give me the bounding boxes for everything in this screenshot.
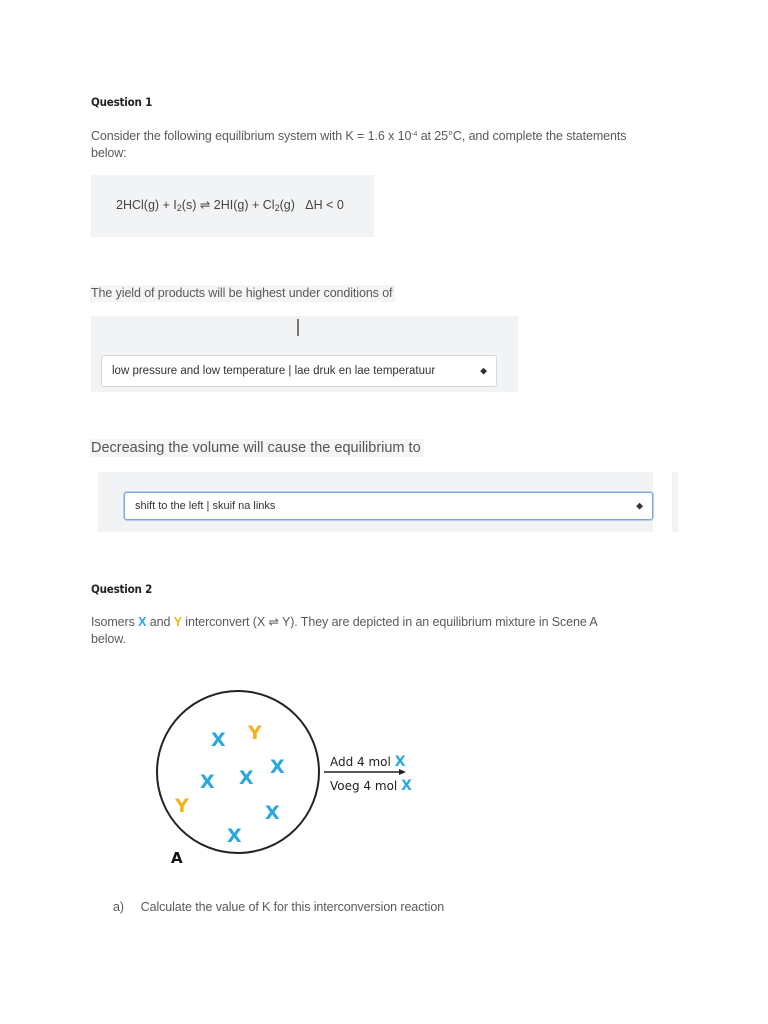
part-a [113, 899, 444, 916]
scene-label: A [171, 849, 183, 867]
select-1-container [91, 316, 518, 392]
equation-box [91, 175, 374, 237]
arrow-top-label: Add 4 mol X [330, 754, 406, 770]
chevron-up-down-icon: ◆ [480, 365, 487, 376]
particle-x: X [200, 771, 215, 793]
particle-x: X [265, 802, 280, 824]
volume-effect-select[interactable] [124, 492, 653, 520]
particle-y: Y [248, 722, 262, 744]
isomer-x-label: X [138, 615, 147, 629]
text-cursor-icon [297, 319, 299, 336]
question-2-title: Question 2 [91, 582, 153, 596]
particle-y: Y [175, 795, 189, 817]
question-1-intro [91, 126, 691, 162]
particle-x: X [239, 767, 254, 789]
question-2-intro-line2: below. [91, 632, 126, 646]
part-a-marker: a) [113, 900, 124, 914]
part-a-text: Calculate the value of K for this interconversion reaction [140, 900, 445, 914]
select-1-value: low pressure and low temperature | lae druk en lae temperatuur [112, 365, 436, 377]
k-exponent: -4 [411, 131, 418, 138]
scroll-edge [672, 472, 678, 532]
question-1-title: Question 1 [91, 95, 153, 109]
arrow-bottom-label: Voeg 4 mol X [330, 778, 412, 794]
statement-1-label: The yield of products will be highest under conditions of [90, 285, 395, 302]
equilibrium-equation: $2HCl(g) + I_2(s)$ ⇌ $2HI(g) + Cl_2(g) \Delta H < 0$ [116, 198, 344, 213]
intro-text-before-k: Consider the following equilibrium system with K = 1.6 x 10 [91, 129, 412, 143]
particle-x: X [211, 729, 226, 751]
select-2-container [98, 472, 653, 532]
chevron-up-down-icon: ◆ [636, 500, 643, 511]
yield-conditions-select[interactable] [101, 355, 497, 387]
question-2-intro: Isomers X and Y interconvert (X ⇌ Y). They are depicted in an equilibrium mixture in Scene A below. [91, 614, 691, 648]
statement-2-label: Decreasing the volume will cause the equilibrium to [90, 439, 424, 457]
particle-x: X [270, 756, 285, 778]
intro-text-after-k: at 25°C, and complete the statements [417, 129, 627, 143]
scene-a-diagram [150, 690, 440, 870]
particle-x: X [227, 825, 242, 847]
intro-text-line2: below: [91, 146, 127, 160]
isomer-y-label: Y [173, 615, 182, 629]
select-2-value: shift to the left | skuif na links [135, 500, 276, 512]
